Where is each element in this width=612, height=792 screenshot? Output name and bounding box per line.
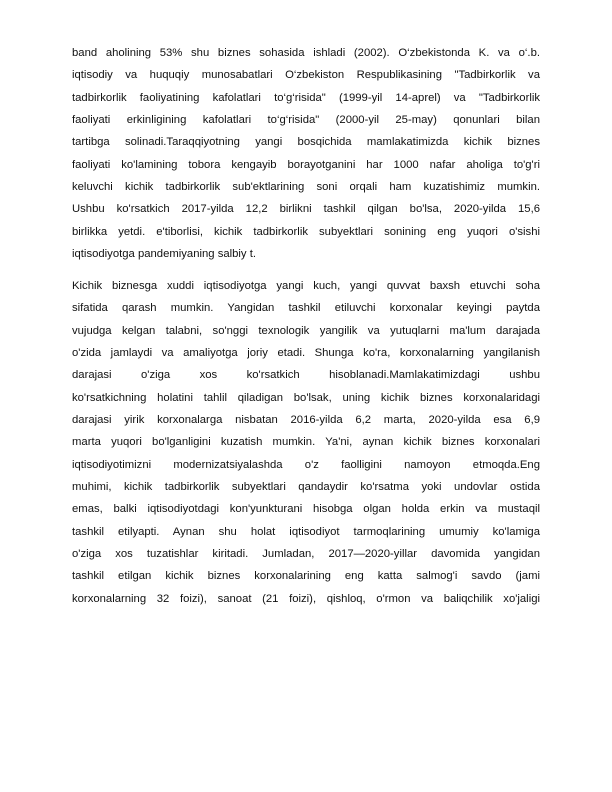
text-line: birlikka yetdi. e'tiborlisi, kichik tadbirkorlik subyektlari sonining eng yuqori o'sishi [72, 225, 540, 238]
text-line: iqtisodiy va huquqiy munosabatlari O‘zbekiston Respublikasining "Tadbirkorlik va [72, 69, 540, 82]
paragraph-1 [72, 42, 540, 265]
text-line: marta yuqori bo'lganligini kuzatish mumkin. Ya'ni, aynan kichik biznes korxonalari [72, 436, 540, 449]
text-line: darajasi o'ziga xos ko'rsatkich hisoblanadi.Mamlakatimizdagi ushbu [72, 369, 540, 382]
text-line: korxonalarning 32 foizi), sanoat (21 foizi), qishloq, o'rmon va baliqchilik xo'jaligi [72, 592, 540, 605]
text-line: o'ziga xos tuzatishlar kiritadi. Jumladan, 2017—2020-yillar davomida yangidan [72, 548, 540, 561]
text-line: muhimi, kichik tadbirkorlik subyektlari qandaydir ko'rsatma yoki undovlar ostida [72, 481, 540, 494]
paragraph-spacer [72, 265, 540, 275]
document-page [72, 42, 540, 610]
text-line: faoliyati erkinligining kafolatlari to‘g‘risida" (2000-yil 25-may) qonunlari bilan [72, 114, 540, 127]
text-line: o'zida jamlaydi va amaliyotga joriy etadi. Shunga ko'ra, korxonalarning yangilanish [72, 346, 540, 359]
text-line: tadbirkorlik faoliyatining kafolatlari to‘g‘risida" (1999-yil 14-aprel) va "Tadbirkorlik [72, 91, 540, 104]
text-line: iqtisodiyotimizni modernizatsiyalashda o'z faolligini namoyon etmoqda.Eng [72, 458, 540, 471]
text-line: darajasi yirik korxonalarga nisbatan 2016-yilda 6,2 marta, 2020-yilda esa 6,9 [72, 414, 540, 426]
text-line: tashkil etilyapti. Aynan shu holat iqtisodiyot tarmoqlarining umumiy ko'lamiga [72, 525, 540, 538]
text-line: vujudga kelgan talabni, so'nggi texnologik yangilik va yutuqlarni ma'lum darajada [72, 324, 540, 337]
text-line: keluvchi kichik tadbirkorlik sub'ektlarining soni orqali ham kuzatishimiz mumkin. [72, 181, 540, 194]
text-line: Kichik biznesga xuddi iqtisodiyotga yangi kuch, yangi quvvat baxsh etuvchi soha [72, 279, 540, 292]
text-line: Ushbu ko'rsatkich 2017-yilda 12,2 birlikni tashkil qilgan bo'lsa, 2020-yilda 15,6 [72, 203, 540, 216]
text-line: sifatida qarash mumkin. Yangidan tashkil etiluvchi korxonalar keyingi paytda [72, 302, 540, 315]
text-line: emas, balki iqtisodiyotdagi kon'yunkturani hisobga olgan holda erkin va mustaqil [72, 503, 540, 516]
text-line: tashkil etilgan kichik biznes korxonalarining eng katta salmog'i savdo (jami [72, 570, 540, 583]
text-line: iqtisodiyotga pandemiyaning salbiy t. [72, 248, 256, 261]
text-line: band aholining 53% shu biznes sohasida ishladi (2002). O‘zbekistonda K. va o‘.b. [72, 47, 540, 59]
paragraph-2 [72, 275, 540, 610]
text-line: faoliyati ko'lamining tobora kengayib borayotganini har 1000 nafar aholiga to'g'ri [72, 158, 540, 171]
text-line: tartibga solinadi.Taraqqiyotning yangi bosqichida mamlakatimizda kichik biznes [72, 136, 540, 149]
text-line: ko'rsatkichning holatini tahlil qiladigan bo'lsak, uning kichik biznes korxonalaridagi [72, 391, 540, 404]
